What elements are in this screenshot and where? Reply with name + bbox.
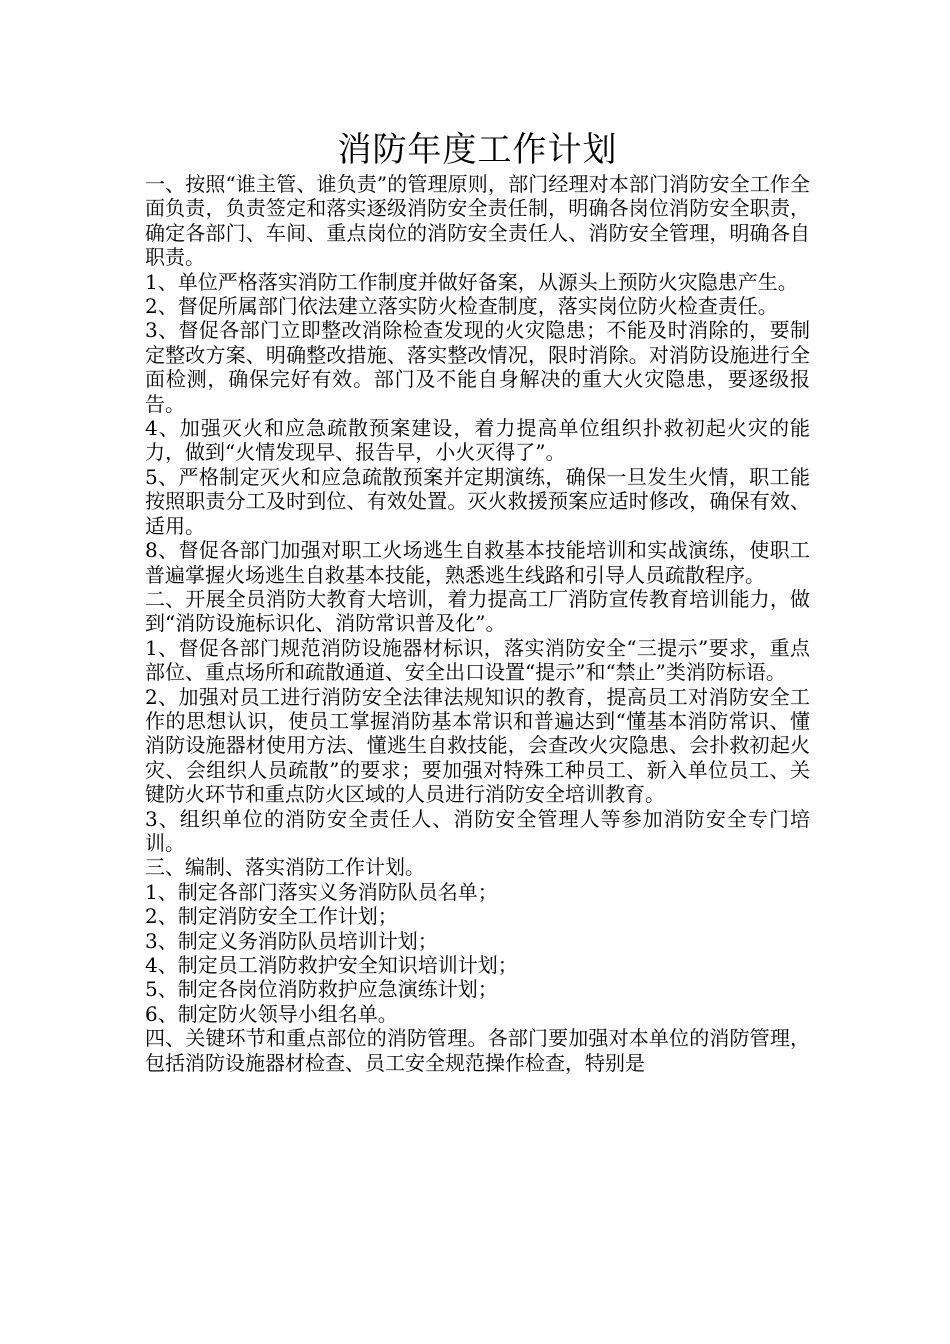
paragraph-item: 1、单位严格落实消防工作制度并做好备案，从源头上预防火灾隐患产生。 bbox=[145, 269, 798, 294]
paragraph-item: 4、加强灭火和应急疏散预案建设，着力提高单位组织扑救初起火灾的能力，做到“火情发现早、报告早，小火灭得了”。 bbox=[145, 416, 810, 465]
paragraph-item: 5、制定各岗位消防救护应急演练计划； bbox=[145, 977, 498, 1002]
paragraph-item: 3、督促各部门立即整改消除检查发现的火灾隐患；不能及时消除的，要制定整改方案、明确整改措施、落实整改情况，限时消除。对消防设施进行全面检测，确保完好有效。部门及不能自身解决的重大火灾隐患，要逐级报告。 bbox=[145, 318, 810, 416]
paragraph-item: 3、制定义务消防队员培训计划； bbox=[145, 928, 438, 953]
paragraph-item: 5、严格制定灭火和应急疏散预案并定期演练，确保一旦发生火情，职工能按照职责分工及时到位、有效处置。灭火救援预案应适时修改，确保有效、适用。 bbox=[145, 464, 810, 538]
paragraph-item: 1、督促各部门规范消防设施器材标识，落实消防安全“三提示”要求，重点部位、重点场所和疏散通道、安全出口设置“提示”和“禁止”类消防标语。 bbox=[145, 635, 810, 685]
paragraph-section-2: 二、开展全员消防大教育大培训，着力提高工厂消防宣传教育培训能力，做到“消防设施标识化、消防常识普及化”。 bbox=[145, 586, 810, 636]
paragraph-item: 3、组织单位的消防安全责任人、消防安全管理人等参加消防安全专门培训。 bbox=[145, 806, 810, 855]
paragraph-item: 8、督促各部门加强对职工火场逃生自救基本技能培训和实战演练，使职工普遍掌握火场逃生自救基本技能，熟悉逃生线路和引导人员疏散程序。 bbox=[145, 538, 810, 587]
paragraph-item: 2、加强对员工进行消防安全法律法规知识的教育，提高员工对消防安全工作的思想认识，使员工掌握消防基本常识和普遍达到“懂基本消防常识、懂消防设施器材使用方法、懂逃生自救技能，会查改火灾隐患、会扑救初起火灾、会组织人员疏散”的要求；要加强对特殊工种员工、新入单位员工、关键防火环节和重点防火区域的人员进行消防安全培训教育。 bbox=[145, 684, 810, 807]
paragraph-item: 6、制定防火领导小组名单。 bbox=[145, 1001, 398, 1026]
paragraph-item: 2、督促所属部门依法建立落实防火检查制度，落实岗位防火检查责任。 bbox=[145, 294, 778, 319]
document-body bbox=[145, 172, 810, 1075]
paragraph-item: 2、制定消防安全工作计划； bbox=[145, 904, 398, 929]
document-title: 消防年度工作计划 bbox=[337, 130, 618, 170]
document-page bbox=[145, 128, 810, 1075]
paragraph-section-3: 三、编制、落实消防工作计划。 bbox=[145, 855, 425, 880]
paragraph-section-1: 一、按照“谁主管、谁负责”的管理原则，部门经理对本部门消防安全工作全面负责，负责签定和落实逐级消防安全责任制，明确各岗位消防安全职责，确定各部门、车间、重点岗位的消防安全责任人、消防安全管理，明确各自职责。 bbox=[145, 172, 810, 270]
paragraph-item: 1、制定各部门落实义务消防队员名单； bbox=[145, 879, 498, 904]
paragraph-item: 4、制定员工消防救护安全知识培训计划； bbox=[145, 953, 518, 977]
paragraph-section-4: 四、关键环节和重点部位的消防管理。各部门要加强对本单位的消防管理，包括消防设施器材检查、员工安全规范操作检查，特别是 bbox=[145, 1026, 810, 1075]
